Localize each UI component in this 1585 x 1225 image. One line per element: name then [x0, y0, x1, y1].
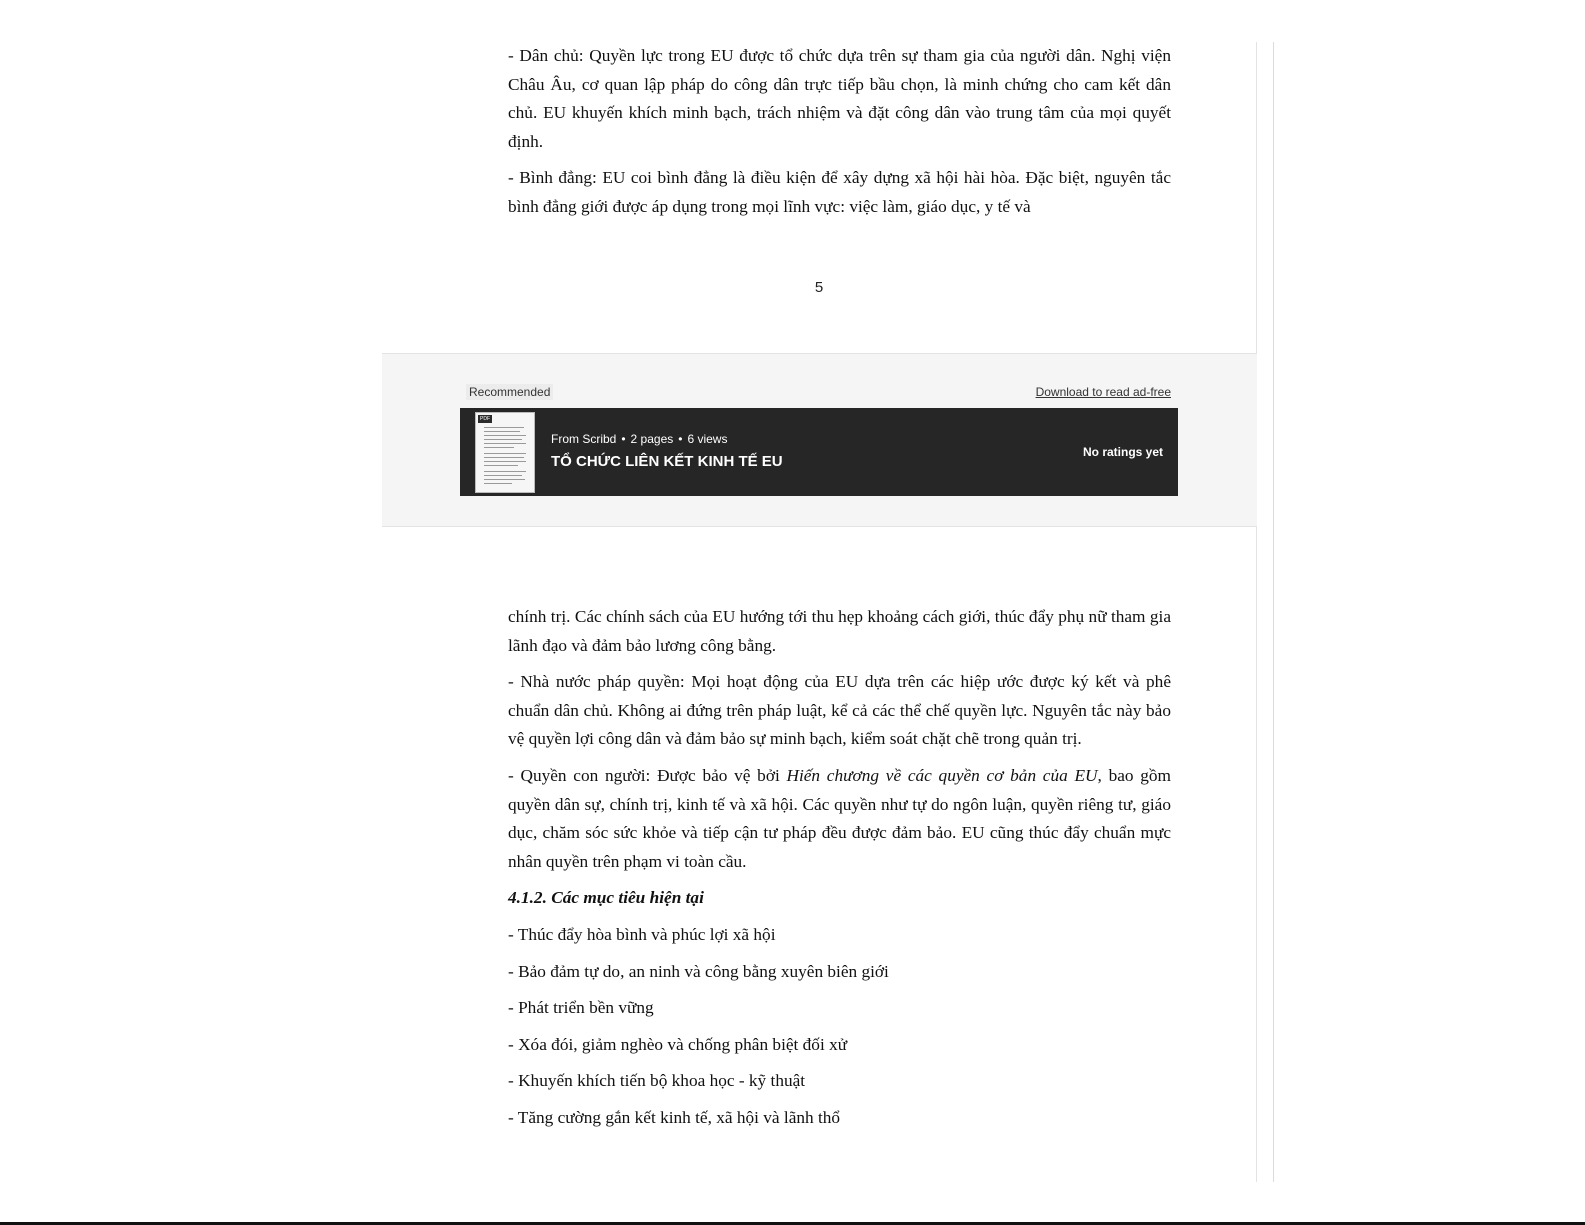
- goal-item: - Khuyến khích tiến bộ khoa học - kỹ thuật: [508, 1071, 806, 1091]
- document-meta: [551, 431, 727, 447]
- paragraph-gender-equality-cont: chính trị. Các chính sách của EU hướng tới thu hẹp khoảng cách giới, thúc đẩy phụ nữ tham gia lãnh đạo và đảm bảo lương công bằng.: [508, 607, 1171, 655]
- document-page-count: 2 pages: [630, 432, 674, 446]
- page-number: 5: [814, 279, 824, 296]
- document-thumbnail: [475, 412, 535, 493]
- recommended-document-card[interactable]: [460, 408, 1178, 496]
- goal-item: - Phát triển bền vững: [508, 998, 654, 1018]
- paragraph-human-rights: [508, 762, 1171, 876]
- charter-title: Hiến chương về các quyền cơ bản của EU: [786, 765, 1098, 785]
- meta-separator: •: [678, 432, 683, 446]
- paragraph-equality: - Bình đẳng: EU coi bình đẳng là điều kiện để xây dựng xã hội hài hòa. Đặc biệt, nguyên tắc bình đẳng giới được áp dụng trong mọi lĩnh vực: việc làm, giáo dục, y tế và: [508, 168, 1171, 216]
- goal-item: - Tăng cường gắn kết kinh tế, xã hội và lãnh thổ: [508, 1107, 841, 1127]
- document-view-count: 6 views: [687, 432, 728, 446]
- recommended-section: [382, 354, 1257, 526]
- viewer-right-border: [1273, 42, 1274, 1182]
- document-source: From Scribd: [551, 432, 617, 446]
- paragraph-rule-of-law: - Nhà nước pháp quyền: Mọi hoạt động của EU dựa trên các hiệp ước được ký kết và phê chuẩn dân chủ. Không ai đứng trên pháp luật, kể cả các thể chế quyền lực. Nguyên tắc này bảo vệ quyền lợi công dân và đảm bảo sự minh bạch, kiểm soát chặt chẽ trong quản trị.: [508, 672, 1171, 749]
- pdf-badge: PDF: [480, 416, 490, 422]
- goal-item: - Xóa đói, giảm nghèo và chống phân biệt đối xử: [508, 1034, 848, 1054]
- human-rights-text-end: , bao gồm quyền dân sự, chính trị, kinh tế và xã hội. Các quyền như tự do ngôn luận, quyền riêng tư, giáo dục, chăm sóc sức khỏe và tiếp cận tư pháp đều được đảm bảo. EU cũng thúc đẩy chuẩn mực nhân quyền trên phạm vi toàn cầu.: [508, 765, 1171, 871]
- goal-item: - Thúc đẩy hòa bình và phúc lợi xã hội: [508, 924, 776, 944]
- document-page-6: [382, 526, 1257, 1182]
- document-page-5: [382, 42, 1257, 354]
- section-heading-current-goals: 4.1.2. Các mục tiêu hiện tại: [508, 888, 704, 908]
- recommended-label: Recommended: [466, 384, 553, 400]
- meta-separator: •: [621, 432, 626, 446]
- goal-item: - Bảo đảm tự do, an ninh và công bằng xuyên biên giới: [508, 961, 889, 981]
- paragraph-democracy: - Dân chủ: Quyền lực trong EU được tổ chức dựa trên sự tham gia của người dân. Nghị viện Châu Âu, cơ quan lập pháp do công dân trực tiếp bầu chọn, là minh chứng cho cam kết dân chủ. EU khuyến khích minh bạch, trách nhiệm và đặt công dân vào trung tâm của mọi quyết định.: [508, 46, 1171, 151]
- page-5-text: [508, 42, 1171, 230]
- page-6-text: [508, 603, 1171, 1141]
- download-ad-free-link[interactable]: Download to read ad-free: [1035, 385, 1171, 399]
- document-title[interactable]: TỔ CHỨC LIÊN KẾT KINH TẾ EU: [551, 453, 783, 470]
- human-rights-text-start: - Quyền con người: Được bảo vệ bởi: [508, 765, 787, 785]
- document-rating: No ratings yet: [1082, 445, 1163, 459]
